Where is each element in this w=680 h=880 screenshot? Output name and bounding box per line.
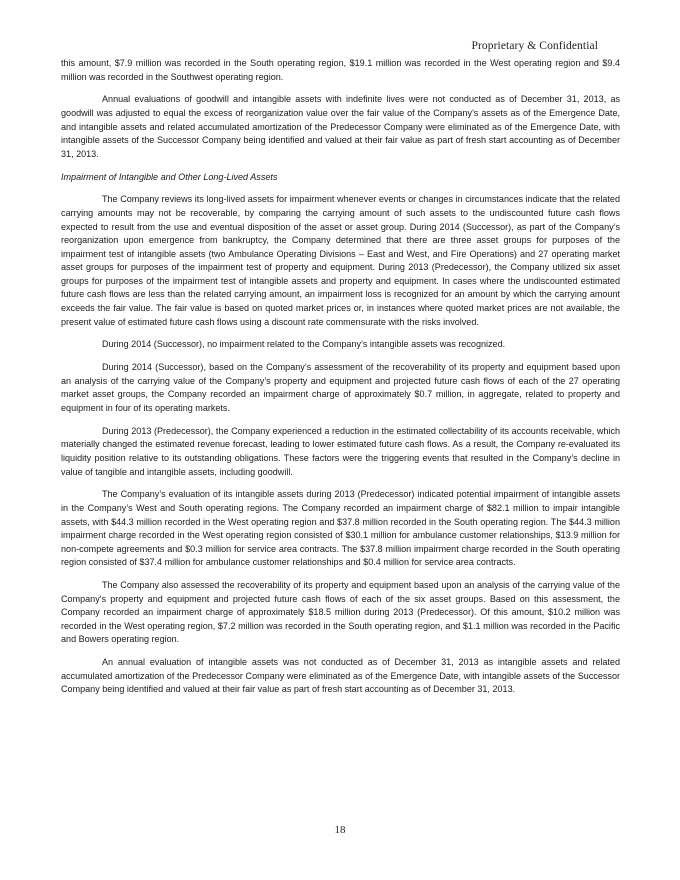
section-heading-impairment: Impairment of Intangible and Other Long-Lived Assets xyxy=(61,171,278,182)
paragraph-property-impairment-2013: The Company also assessed the recoverability of its property and equipment based upon an analysis of the carrying value of the Company's property and equipment and projected future cash flows of each of the six asset groups. Based on this assessment, the Company recorded an impairment charge of approximately $18.5 million during 2013 (Predecessor). Of this amount, $10.2 million was recorded in the West operating region, $7.2 million was recorded in the South operating region, and $1.1 million was recorded in the Pacific and Bowers operating region. xyxy=(61,580,620,645)
page-number: 18 xyxy=(334,824,346,836)
confidentiality-header: Proprietary & Confidential xyxy=(471,40,598,52)
document-body xyxy=(61,57,620,706)
paragraph-receivable-reduction-2013: During 2013 (Predecessor), the Company experienced a reduction in the estimated collectability of its accounts receivable, which materially changed the estimated revenue forecast, leading to lower estimated future cash flows. As a result, the Company re-evaluated its liquidity position relative to its outstanding obligations. These factors were the triggering events that resulted in the Company’s decline in value of tangible and intangible assets, including goodwill. xyxy=(61,425,620,477)
paragraph-continuation: this amount, $7.9 million was recorded in the South operating region, $19.1 million was recorded in the West operating region and $9.4 million was recorded in the Southwest operating region. xyxy=(61,58,620,82)
paragraph-no-intangible-impairment-2014: During 2014 (Successor), no impairment related to the Company’s intangible assets was recognized. xyxy=(102,339,506,350)
paragraph-long-lived-assets-review: The Company reviews its long-lived assets for impairment whenever events or changes in circumstances indicate that the related carrying amounts may not be recoverable, by comparing the carrying amount of such assets to the undiscounted future cash flows expected to result from the use and eventual disposition of the asset or asset group. During 2014 (Successor), as part of the Company’s reorganization upon emergence from bankruptcy, the Company determined that there are three asset groups for purposes of the impairment test of intangible assets (two Ambulance Operating Divisions – East and West, and Fire Operations) and 27 operating market asset groups for purposes of the impairment test of property and equipment. During 2013 (Predecessor), the Company utilized six asset groups for purposes of the impairment test of intangible assets and property and equipment. In cases where the undiscounted estimated future cash flows are less than the related carrying amount, an impairment loss is recognized for an amount by which the carrying amount exceeds the fair value. The fair value is based on quoted market prices or, in instances where quoted market prices are not available, the present value of estimated future cash flows using a discount rate commensurate with the risks involved. xyxy=(61,194,620,327)
paragraph-annual-evaluation-not-conducted: An annual evaluation of intangible assets was not conducted as of December 31, 2013 as intangible assets and related accumulated amortization of the Predecessor Company were eliminated as of the Emergence Date, with intangible assets of the Successor Company being identified and valued at their fair value as part of fresh start accounting as of December 31, 2013. xyxy=(61,657,620,695)
paragraph-annual-evaluations: Annual evaluations of goodwill and intangible assets with indefinite lives were not conducted as of December 31, 2013, as goodwill was adjusted to equal the excess of reorganization value over the fair value of the Company’s assets as of the Emergence Date, and intangible assets and related accumulated amortization of the Predecessor Company were eliminated as of the Emergence Date, with intangible assets of the Successor Company being identified and valued at their fair value as part of fresh start accounting as of December 31, 2013. xyxy=(61,94,620,159)
paragraph-intangible-impairment-2013: The Company’s evaluation of its intangible assets during 2013 (Predecessor) indicated potential impairment of intangible assets in the Company’s West and South operating regions. The Company recorded an impairment charge of $82.1 million to impair intangible assets, with $44.3 million recorded in the West operating region and $37.8 million recorded in the South operating region. The $44.3 million impairment charge recorded in the West operating region consisted of $30.1 million for ambulance customer relationships, $13.9 million for non-compete agreements and $0.3 million for service area contracts. The $37.8 million impairment charge recorded in the South operating region consisted of $37.4 million for ambulance customer relationships and $0.4 million for service area contracts. xyxy=(61,489,620,568)
paragraph-property-impairment-2014: During 2014 (Successor), based on the Company’s assessment of the recoverability of its property and equipment based upon an analysis of the carrying value of the Company’s property and equipment and projected future cash flows of each of the 27 operating market asset groups, the Company recorded an impairment charge of approximately $0.7 million, in aggregate, related to property and equipment in four of its operating markets. xyxy=(61,362,620,413)
